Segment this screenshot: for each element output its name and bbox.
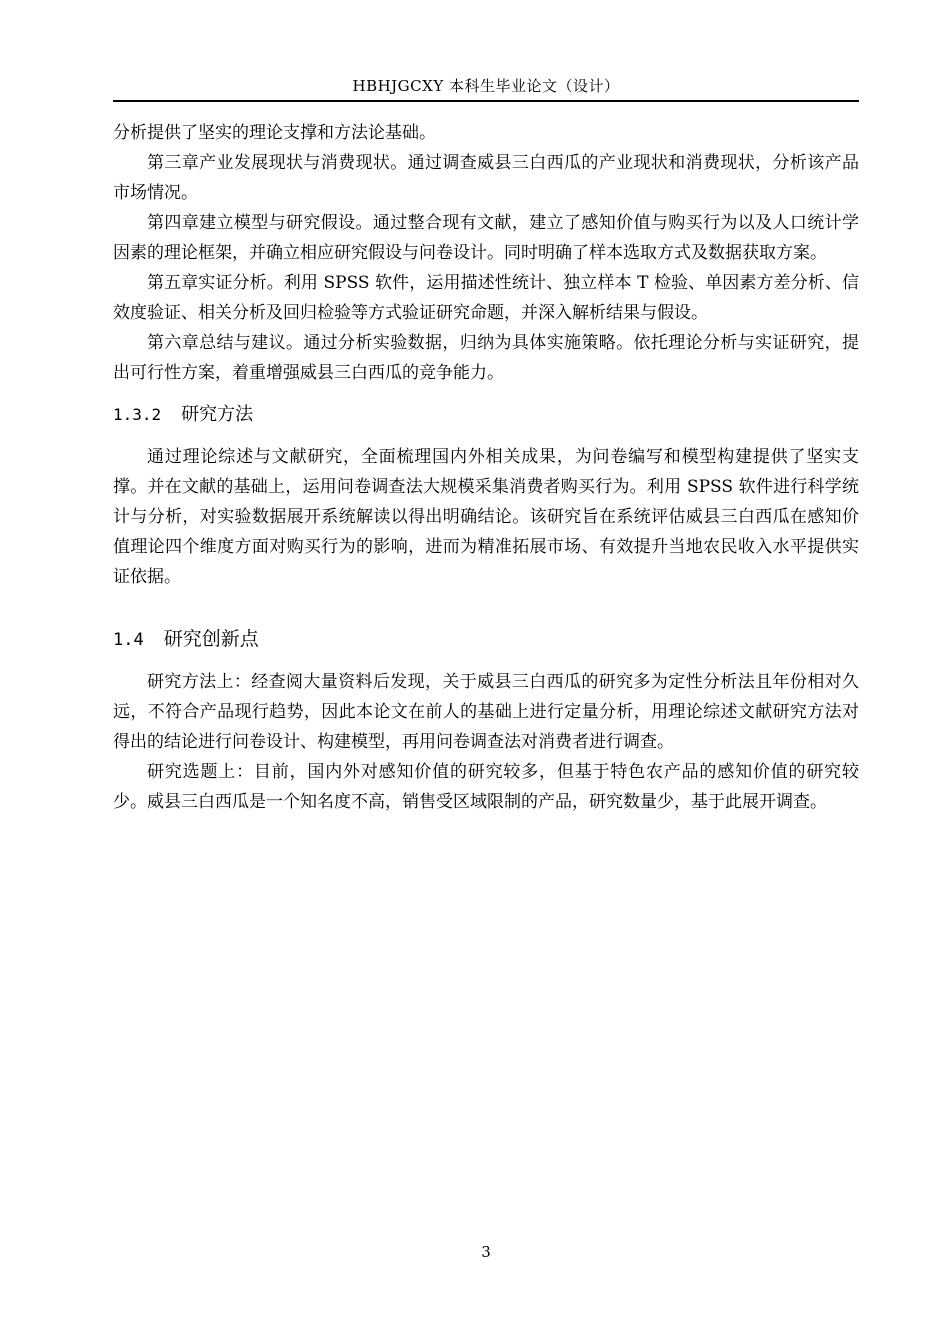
paragraph-chapter-3: 第三章产业发展现状与消费现状。通过调查威县三白西瓜的产业现状和消费现状，分析该产品市场情况。 xyxy=(113,153,859,203)
paragraph-chapter-6: 第六章总结与建议。通过分析实验数据，归纳为具体实施策略。依托理论分析与实证研究，提出可行性方案，着重增强威县三白西瓜的竞争能力。 xyxy=(113,333,859,383)
running-header: HBHJGCXY 本科生毕业论文（设计） xyxy=(352,77,620,95)
page-number: 3 xyxy=(481,1243,491,1261)
paragraph-innovation-method: 研究方法上：经查阅大量资料后发现，关于威县三白西瓜的研究多为定性分析法且年份相对久远，不符合产品现行趋势，因此本论文在前人的基础上进行定量分析，用理论综述文献研究方法对得出的结论进行问卷设计、构建模型，再用问卷调查法对消费者进行调查。 xyxy=(113,672,859,752)
section-heading-1-3-2 xyxy=(113,400,859,430)
header-rule xyxy=(113,100,859,102)
paragraph-continuation: 分析提供了坚实的理论支撑和方法论基础。 xyxy=(113,123,436,143)
section-title: 研究方法 xyxy=(181,404,254,425)
section-title: 研究创新点 xyxy=(163,628,259,650)
paragraph-research-methods: 通过理论综述与文献研究，全面梳理国内外相关成果，为问卷编写和模型构建提供了坚实支撑。并在文献的基础上，运用问卷调查法大规模采集消费者购买行为。利用 SPSS 软件进行科学统计与分析，对实验数据展开系统解读以得出明确结论。该研究旨在系统评估威县三白西瓜在感知价值理论四个维度方面对购买行为的影响，进而为精准拓展市场、有效提升当地农民收入水平提供实证依据。 xyxy=(113,447,859,587)
page-content xyxy=(113,118,859,817)
paragraph-innovation-topic: 研究选题上：目前，国内外对感知价值的研究较多，但基于特色农产品的感知价值的研究较少。威县三白西瓜是一个知名度不高，销售受区域限制的产品，研究数量少，基于此展开调查。 xyxy=(113,762,859,812)
section-number: 1.3.2 xyxy=(113,405,162,424)
section-number: 1.4 xyxy=(113,630,144,650)
paragraph-chapter-5: 第五章实证分析。利用 SPSS 软件，运用描述性统计、独立样本 T 检验、单因素方差分析、信效度验证、相关分析及回归检验等方式验证研究命题，并深入解析结果与假设。 xyxy=(113,273,859,323)
paragraph-chapter-4: 第四章建立模型与研究假设。通过整合现有文献，建立了感知价值与购买行为以及人口统计学因素的理论框架，并确立相应研究假设与问卷设计。同时明确了样本选取方式及数据获取方案。 xyxy=(113,213,859,263)
section-heading-1-4 xyxy=(113,624,859,655)
